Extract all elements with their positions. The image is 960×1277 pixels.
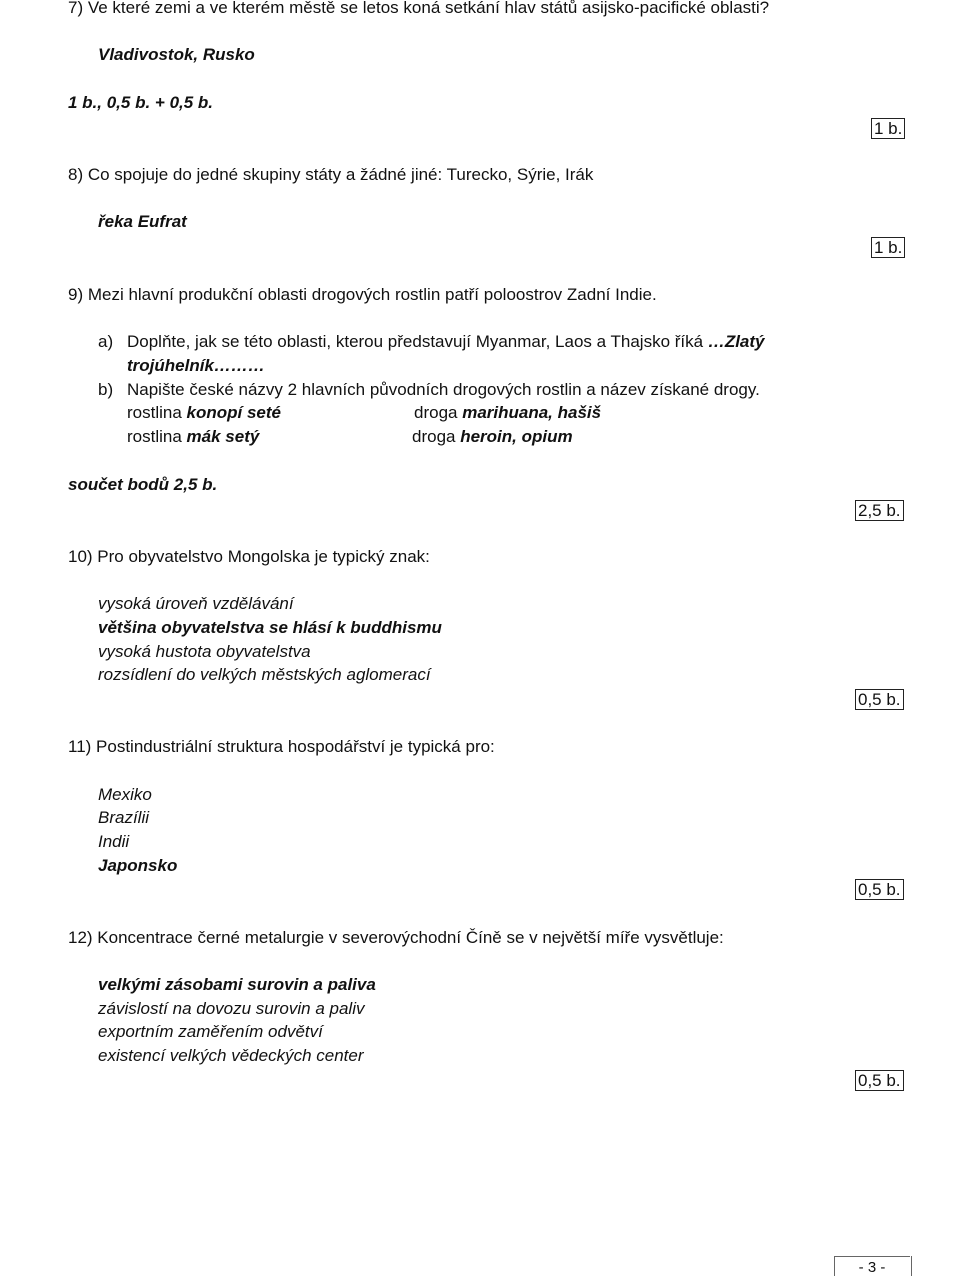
q9-a-answer-cont: trojúhelník………: [127, 356, 265, 375]
q10-option: vysoká úroveň vzdělávání: [98, 594, 294, 613]
q12-option: závislostí na dovozu surovin a paliv: [98, 999, 365, 1018]
q12-option: exportním zaměřením odvětví: [98, 1022, 323, 1041]
q9-question: 9) Mezi hlavní produkční oblasti drogových rostlin patří poloostrov Zadní Indie.: [68, 285, 657, 304]
q7-scoring: 1 b., 0,5 b. + 0,5 b.: [68, 93, 214, 112]
q9-row-plant-label: rostlina: [127, 427, 187, 446]
q9-a-text: Doplňte, jak se této oblasti, kterou představují Myanmar, Laos a Thajsko říká: [127, 332, 708, 351]
q9-a-answer: …Zlatý: [707, 332, 765, 351]
q9-row-plant-value: konopí seté: [186, 403, 281, 422]
q11-question: 11) Postindustriální struktura hospodářství je typická pro:: [68, 737, 495, 756]
page-number: - 3 -: [858, 1259, 886, 1276]
q8-question: 8) Co spojuje do jedné skupiny státy a žádné jiné: Turecko, Sýrie, Irák: [68, 165, 594, 184]
q12-question: 12) Koncentrace černé metalurgie v severovýchodní Číně se v největší míře vysvětluje:: [68, 928, 724, 947]
q9-row-plant: [127, 427, 259, 447]
q10-question: 10) Pro obyvatelstvo Mongolska je typický znak:: [68, 547, 430, 566]
q8-answer: řeka Eufrat: [98, 212, 187, 231]
q7-question: 7) Ve které zemi a ve kterém městě se letos koná setkání hlav států asijsko-pacifické oblasti?: [68, 0, 770, 17]
q9-row-drug-value: marihuana, hašiš: [462, 403, 602, 422]
q11-option: Mexiko: [98, 785, 152, 804]
q9-a-line: [127, 332, 765, 352]
q9-b-text: Napište české názvy 2 hlavních původních drogových rostlin a název získané drogy.: [127, 380, 760, 399]
q7-answer: Vladivostok, Rusko: [98, 45, 255, 64]
q11-points-box: 0,5 b.: [855, 879, 904, 900]
q11-option-correct: Japonsko: [98, 856, 178, 875]
q9-row-plant-label: rostlina: [127, 403, 187, 422]
q12-points-box: 0,5 b.: [855, 1070, 904, 1091]
q12-option: existencí velkých vědeckých center: [98, 1046, 364, 1065]
footer-rule: [834, 1256, 910, 1257]
q8-points-box: 1 b.: [871, 237, 905, 258]
q9-a-prefix: a): [98, 332, 114, 351]
q10-option: rozsídlení do velkých městských aglomerací: [98, 665, 431, 684]
q9-sum: součet bodů 2,5 b.: [68, 475, 218, 494]
q9-row-drug-value: heroin, opium: [460, 427, 573, 446]
q10-points-box: 0,5 b.: [855, 689, 904, 710]
q10-option: vysoká hustota obyvatelstva: [98, 642, 311, 661]
q9-row-drug-label: droga: [414, 403, 463, 422]
q10-option-correct: většina obyvatelstva se hlásí k buddhismu: [98, 618, 442, 637]
q7-points-box: 1 b.: [871, 118, 905, 139]
q9-row-drug: [414, 403, 601, 423]
q12-option-correct: velkými zásobami surovin a paliva: [98, 975, 376, 994]
q9-row-drug-label: droga: [412, 427, 461, 446]
q9-row-drug: [412, 427, 573, 447]
q11-option: Brazílii: [98, 808, 150, 827]
q9-points-box: 2,5 b.: [855, 500, 904, 521]
q9-row-plant: [127, 403, 281, 423]
q11-option: Indii: [98, 832, 130, 851]
q9-b-prefix: b): [98, 380, 114, 399]
q9-row-plant-value: mák setý: [186, 427, 260, 446]
